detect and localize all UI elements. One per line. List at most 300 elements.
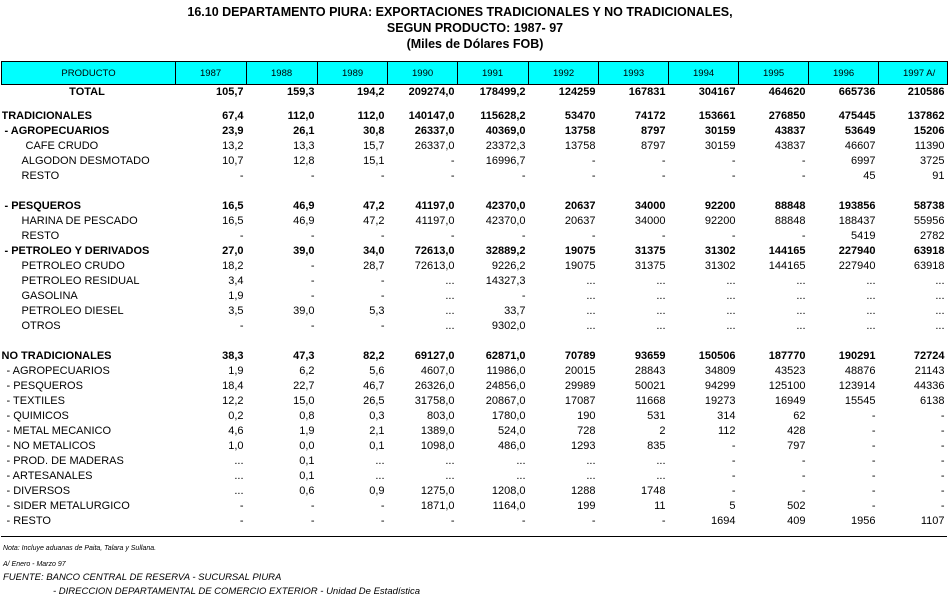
spacer-row bbox=[2, 334, 948, 349]
cell-value: 803,0 bbox=[426, 410, 455, 422]
header-year: 1991 bbox=[458, 62, 529, 85]
cell-value: 10,7 bbox=[222, 155, 244, 167]
cell-value: 27,0 bbox=[222, 245, 244, 257]
row-label: - RESTO bbox=[6, 515, 51, 527]
cell-value: ... bbox=[586, 320, 596, 332]
cell-value: 9302,0 bbox=[491, 320, 526, 332]
cell-value: 26337,0 bbox=[414, 125, 455, 137]
cell-value: 72613,0 bbox=[414, 260, 455, 272]
cell-value: 29989 bbox=[564, 380, 596, 392]
cell-value: ... bbox=[234, 470, 244, 482]
cell-value: 0,6 bbox=[299, 485, 315, 497]
cell-value: 0,0 bbox=[299, 440, 315, 452]
cell-value: 46,7 bbox=[363, 380, 385, 392]
cell-value: - bbox=[380, 515, 385, 527]
note-period: A/ Enero - Marzo 97 bbox=[3, 561, 66, 568]
cell-value: 46,9 bbox=[293, 200, 315, 212]
row-label: TOTAL bbox=[69, 86, 105, 98]
cell-value: - bbox=[450, 230, 455, 242]
cell-value: - bbox=[310, 260, 315, 272]
table-row bbox=[2, 439, 948, 454]
cell-value: 45 bbox=[863, 170, 876, 182]
cell-value: 193856 bbox=[838, 200, 876, 212]
header-year: 1989 bbox=[318, 62, 388, 85]
cell-value: 137862 bbox=[907, 110, 945, 122]
cell-value: 167831 bbox=[628, 86, 666, 98]
cell-value: 15206 bbox=[913, 125, 945, 137]
cell-value: - bbox=[380, 170, 385, 182]
header-row bbox=[2, 62, 948, 85]
row-label: - PESQUEROS bbox=[6, 380, 83, 392]
table-row bbox=[2, 139, 948, 154]
cell-value: - bbox=[731, 230, 736, 242]
cell-value: - bbox=[940, 470, 945, 482]
cell-value: 0,3 bbox=[369, 410, 385, 422]
cell-value: ... bbox=[866, 320, 876, 332]
row-label: OTROS bbox=[21, 320, 61, 332]
cell-value: 20637 bbox=[564, 200, 596, 212]
cell-value: 2782 bbox=[920, 230, 945, 242]
row-label: PETROLEO CRUDO bbox=[21, 260, 125, 272]
cell-value: 464620 bbox=[768, 86, 806, 98]
cell-value: 31375 bbox=[634, 260, 666, 272]
cell-value: 190291 bbox=[838, 350, 876, 362]
cell-value: 20015 bbox=[564, 365, 596, 377]
cell-value: 1,9 bbox=[228, 290, 244, 302]
row-label: NO TRADICIONALES bbox=[1, 350, 112, 362]
cell-value: 50021 bbox=[634, 380, 666, 392]
cell-value: ... bbox=[796, 305, 806, 317]
cell-value: 28843 bbox=[634, 365, 666, 377]
table-row bbox=[2, 289, 948, 304]
table-row bbox=[2, 469, 948, 484]
cell-value: 0,1 bbox=[369, 440, 385, 452]
cell-value: 9226,2 bbox=[491, 260, 526, 272]
cell-value: - bbox=[940, 485, 945, 497]
cell-value: 23372,3 bbox=[485, 140, 526, 152]
spacer-row bbox=[2, 100, 948, 109]
cell-value: 112 bbox=[717, 425, 736, 437]
cell-value: - bbox=[380, 290, 385, 302]
cell-value: 187770 bbox=[768, 350, 806, 362]
table-row bbox=[2, 229, 948, 244]
cell-value: 144165 bbox=[768, 245, 806, 257]
cell-value: ... bbox=[586, 455, 596, 467]
cell-value: 797 bbox=[787, 440, 806, 452]
cell-value: - bbox=[591, 155, 596, 167]
cell-value: 53470 bbox=[564, 110, 596, 122]
row-label: - DIVERSOS bbox=[6, 485, 71, 497]
row-label: TRADICIONALES bbox=[1, 110, 92, 122]
cell-value: 15,1 bbox=[363, 155, 385, 167]
cell-value: 55956 bbox=[913, 215, 945, 227]
cell-value: 1389,0 bbox=[420, 425, 455, 437]
cell-value: 30159 bbox=[704, 140, 736, 152]
header-year: 1990 bbox=[388, 62, 458, 85]
cell-value: - bbox=[871, 470, 876, 482]
cell-value: 30,8 bbox=[363, 125, 385, 137]
cell-value: 2,1 bbox=[369, 425, 385, 437]
cell-value: 40369,0 bbox=[485, 125, 526, 137]
row-label: RESTO bbox=[21, 170, 60, 182]
cell-value: 19075 bbox=[564, 245, 596, 257]
table-row bbox=[2, 409, 948, 424]
table-row bbox=[2, 379, 948, 394]
cell-value: - bbox=[380, 230, 385, 242]
row-label: RESTO bbox=[21, 230, 60, 242]
cell-value: 20637 bbox=[564, 215, 596, 227]
cell-value: ... bbox=[935, 275, 945, 287]
row-label: - PETROLEO Y DERIVADOS bbox=[4, 245, 150, 257]
cell-value: 19075 bbox=[564, 260, 596, 272]
cell-value: - bbox=[310, 500, 315, 512]
cell-value: 31758,0 bbox=[414, 395, 455, 407]
cell-value: 8797 bbox=[641, 125, 666, 137]
cell-value: ... bbox=[726, 305, 736, 317]
cell-value: 0,8 bbox=[299, 410, 315, 422]
row-label: - AGROPECUARIOS bbox=[4, 125, 110, 137]
table-row bbox=[2, 169, 948, 184]
cell-value: - bbox=[239, 230, 244, 242]
cell-value: 92200 bbox=[704, 200, 736, 212]
cell-value: - bbox=[731, 470, 736, 482]
cell-value: ... bbox=[586, 290, 596, 302]
row-label: - AGROPECUARIOS bbox=[6, 365, 110, 377]
cell-value: - bbox=[731, 485, 736, 497]
cell-value: 194,2 bbox=[356, 86, 385, 98]
table-row bbox=[2, 199, 948, 214]
cell-value: 3725 bbox=[920, 155, 945, 167]
cell-value: ... bbox=[726, 290, 736, 302]
cell-value: - bbox=[940, 455, 945, 467]
cell-value: - bbox=[731, 155, 736, 167]
cell-value: - bbox=[871, 455, 876, 467]
header-year: 1997 A/ bbox=[879, 62, 948, 85]
table-row bbox=[2, 109, 948, 124]
cell-value: 5419 bbox=[851, 230, 876, 242]
cell-value: ... bbox=[234, 485, 244, 497]
cell-value: 0,1 bbox=[299, 470, 315, 482]
cell-value: 33,7 bbox=[504, 305, 526, 317]
cell-value: 227940 bbox=[838, 260, 876, 272]
row-label: GASOLINA bbox=[21, 290, 78, 302]
cell-value: 53649 bbox=[844, 125, 876, 137]
cell-value: 28,7 bbox=[363, 260, 385, 272]
table-body bbox=[2, 85, 948, 530]
cell-value: 0,2 bbox=[228, 410, 244, 422]
table-row bbox=[2, 259, 948, 274]
cell-value: 190 bbox=[577, 410, 596, 422]
cell-value: 8797 bbox=[641, 140, 666, 152]
row-label: PETROLEO DIESEL bbox=[21, 305, 124, 317]
cell-value: ... bbox=[866, 305, 876, 317]
cell-value: 63918 bbox=[913, 260, 945, 272]
cell-value: 31375 bbox=[634, 245, 666, 257]
cell-value: ... bbox=[445, 275, 455, 287]
cell-value: 502 bbox=[787, 500, 806, 512]
cell-value: 0,1 bbox=[299, 455, 315, 467]
cell-value: 409 bbox=[787, 515, 806, 527]
cell-value: 304167 bbox=[698, 86, 736, 98]
header-year: 1992 bbox=[529, 62, 599, 85]
cell-value: - bbox=[871, 440, 876, 452]
cell-value: - bbox=[591, 170, 596, 182]
cell-value: 13758 bbox=[564, 140, 596, 152]
cell-value: 11986,0 bbox=[486, 365, 526, 377]
cell-value: 47,3 bbox=[293, 350, 315, 362]
cell-value: 74172 bbox=[634, 110, 666, 122]
cell-value: - bbox=[521, 230, 526, 242]
cell-value: 26326,0 bbox=[414, 380, 455, 392]
cell-value: 314 bbox=[717, 410, 736, 422]
cell-value: ... bbox=[935, 320, 945, 332]
header-product: PRODUCTO bbox=[2, 62, 176, 85]
cell-value: ... bbox=[866, 290, 876, 302]
cell-value: 531 bbox=[647, 410, 666, 422]
table-row bbox=[2, 364, 948, 379]
cell-value: 1,9 bbox=[299, 425, 315, 437]
cell-value: 24856,0 bbox=[485, 380, 526, 392]
cell-value: ... bbox=[445, 290, 455, 302]
cell-value: 26,1 bbox=[293, 125, 315, 137]
title-line-2: SEGUN PRODUCTO: 1987- 97 bbox=[386, 21, 564, 35]
cell-value: 91 bbox=[932, 170, 945, 182]
cell-value: 428 bbox=[787, 425, 806, 437]
cell-value: - bbox=[310, 290, 315, 302]
cell-value: 13758 bbox=[564, 125, 596, 137]
cell-value: ... bbox=[516, 455, 526, 467]
cell-value: ... bbox=[656, 320, 666, 332]
cell-value: 20867,0 bbox=[485, 395, 526, 407]
cell-value: 1208,0 bbox=[491, 485, 526, 497]
cell-value: 2 bbox=[659, 425, 666, 437]
cell-value: 38,3 bbox=[222, 350, 244, 362]
cell-value: - bbox=[801, 230, 806, 242]
cell-value: 1748 bbox=[641, 485, 666, 497]
cell-value: 665736 bbox=[838, 86, 876, 98]
cell-value: 5,6 bbox=[369, 365, 385, 377]
cell-value: - bbox=[521, 515, 526, 527]
cell-value: 48876 bbox=[844, 365, 876, 377]
cell-value: ... bbox=[656, 275, 666, 287]
cell-value: - bbox=[239, 515, 244, 527]
source-line-1: FUENTE: BANCO CENTRAL DE RESERVA - SUCURSAL PIURA bbox=[3, 572, 282, 583]
cell-value: 62 bbox=[793, 410, 806, 422]
cell-value: 39,0 bbox=[293, 305, 315, 317]
cell-value: 0,9 bbox=[369, 485, 385, 497]
row-label: - PROD. DE MADERAS bbox=[6, 455, 124, 467]
header-year: 1996 bbox=[809, 62, 879, 85]
cell-value: - bbox=[940, 410, 945, 422]
cell-value: 42370,0 bbox=[485, 215, 526, 227]
table-row bbox=[2, 454, 948, 469]
cell-value: 30159 bbox=[704, 125, 736, 137]
cell-value: ... bbox=[796, 320, 806, 332]
cell-value: 15,7 bbox=[363, 140, 385, 152]
cell-value: 23,9 bbox=[222, 125, 244, 137]
cell-value: 16949 bbox=[774, 395, 806, 407]
cell-value: 1871,0 bbox=[420, 500, 455, 512]
cell-value: 39,0 bbox=[293, 245, 315, 257]
cell-value: 16996,7 bbox=[485, 155, 526, 167]
cell-value: 227940 bbox=[838, 245, 876, 257]
table-row bbox=[2, 244, 948, 259]
cell-value: 159,3 bbox=[286, 86, 315, 98]
cell-value: - bbox=[801, 155, 806, 167]
cell-value: 153661 bbox=[698, 110, 736, 122]
cell-value: 144165 bbox=[768, 260, 806, 272]
note-coverage: Nota: Incluye aduanas de Paita, Talara y Sullana. bbox=[3, 545, 157, 552]
cell-value: - bbox=[591, 515, 596, 527]
cell-value: 93659 bbox=[634, 350, 666, 362]
cell-value: 46,9 bbox=[293, 215, 315, 227]
table-row bbox=[2, 214, 948, 229]
cell-value: - bbox=[310, 230, 315, 242]
exports-table bbox=[1, 61, 948, 529]
cell-value: 15545 bbox=[844, 395, 876, 407]
table-row bbox=[2, 85, 948, 101]
cell-value: 62871,0 bbox=[485, 350, 526, 362]
cell-value: 150506 bbox=[698, 350, 736, 362]
cell-value: 44336 bbox=[913, 380, 945, 392]
cell-value: - bbox=[801, 485, 806, 497]
cell-value: 47,2 bbox=[363, 215, 385, 227]
cell-value: - bbox=[310, 515, 315, 527]
cell-value: ... bbox=[656, 470, 666, 482]
cell-value: - bbox=[450, 155, 455, 167]
cell-value: ... bbox=[866, 275, 876, 287]
cell-value: ... bbox=[586, 470, 596, 482]
cell-value: - bbox=[380, 320, 385, 332]
row-label: HARINA DE PESCADO bbox=[21, 215, 138, 227]
cell-value: 209274,0 bbox=[408, 86, 455, 98]
cell-value: 47,2 bbox=[363, 200, 385, 212]
cell-value: 26337,0 bbox=[414, 140, 455, 152]
cell-value: 12,2 bbox=[222, 395, 244, 407]
cell-value: 178499,2 bbox=[479, 86, 526, 98]
cell-value: 19273 bbox=[704, 395, 736, 407]
cell-value: 88848 bbox=[774, 215, 806, 227]
cell-value: - bbox=[380, 500, 385, 512]
cell-value: 1,9 bbox=[228, 365, 244, 377]
cell-value: ... bbox=[234, 455, 244, 467]
source bbox=[3, 571, 420, 599]
cell-value: 486,0 bbox=[497, 440, 526, 452]
cell-value: 140147,0 bbox=[408, 110, 455, 122]
header-year: 1987 bbox=[176, 62, 247, 85]
cell-value: - bbox=[661, 230, 666, 242]
cell-value: ... bbox=[445, 470, 455, 482]
cell-value: 41197,0 bbox=[415, 200, 455, 212]
row-label: - QUIMICOS bbox=[6, 410, 69, 422]
cell-value: - bbox=[940, 440, 945, 452]
cell-value: 835 bbox=[647, 440, 666, 452]
cell-value: 1107 bbox=[920, 515, 945, 527]
cell-value: - bbox=[450, 515, 455, 527]
cell-value: 475445 bbox=[838, 110, 876, 122]
table-row bbox=[2, 274, 948, 289]
table-row bbox=[2, 319, 948, 334]
cell-value: 13,2 bbox=[222, 140, 244, 152]
table-row bbox=[2, 514, 948, 529]
cell-value: 6138 bbox=[920, 395, 945, 407]
cell-value: 16,5 bbox=[222, 200, 244, 212]
cell-value: - bbox=[380, 275, 385, 287]
cell-value: 18,2 bbox=[222, 260, 244, 272]
cell-value: 199 bbox=[577, 500, 596, 512]
cell-value: 43837 bbox=[774, 125, 806, 137]
cell-value: - bbox=[801, 170, 806, 182]
cell-value: 32889,2 bbox=[485, 245, 526, 257]
row-label: PETROLEO RESIDUAL bbox=[21, 275, 140, 287]
cell-value: - bbox=[591, 230, 596, 242]
cell-value: - bbox=[801, 470, 806, 482]
spacer-row bbox=[2, 184, 948, 199]
row-label: - NO METALICOS bbox=[6, 440, 96, 452]
cell-value: 123914 bbox=[838, 380, 876, 392]
cell-value: 1164,0 bbox=[492, 500, 526, 512]
cell-value: 43837 bbox=[774, 140, 806, 152]
cell-value: 1098,0 bbox=[420, 440, 455, 452]
cell-value: 14327,3 bbox=[485, 275, 526, 287]
cell-value: 1288 bbox=[571, 485, 596, 497]
cell-value: - bbox=[731, 455, 736, 467]
cell-value: - bbox=[871, 425, 876, 437]
cell-value: - bbox=[871, 410, 876, 422]
cell-value: 31302 bbox=[704, 245, 736, 257]
cell-value: ... bbox=[445, 305, 455, 317]
cell-value: - bbox=[871, 485, 876, 497]
header-year: 1988 bbox=[247, 62, 318, 85]
cell-value: 70789 bbox=[564, 350, 596, 362]
cell-value: 1694 bbox=[711, 515, 736, 527]
cell-value: ... bbox=[935, 290, 945, 302]
cell-value: 1,0 bbox=[228, 440, 244, 452]
cell-value: 69127,0 bbox=[414, 350, 455, 362]
cell-value: ... bbox=[445, 320, 455, 332]
cell-value: - bbox=[521, 290, 526, 302]
source-line-2: - DIRECCION DEPARTAMENTAL DE COMERCIO EXTERIOR - Unidad De Estadística bbox=[53, 586, 421, 597]
cell-value: 31302 bbox=[704, 260, 736, 272]
cell-value: ... bbox=[516, 470, 526, 482]
cell-value: 5 bbox=[729, 500, 736, 512]
cell-value: 6,2 bbox=[299, 365, 315, 377]
cell-value: 112,0 bbox=[357, 110, 385, 122]
spacer-cell bbox=[2, 100, 948, 109]
cell-value: ... bbox=[935, 305, 945, 317]
cell-value: ... bbox=[726, 320, 736, 332]
cell-value: ... bbox=[445, 455, 455, 467]
bottom-divider bbox=[1, 536, 947, 537]
cell-value: - bbox=[731, 440, 736, 452]
cell-value: 63918 bbox=[913, 245, 945, 257]
cell-value: 88848 bbox=[774, 200, 806, 212]
row-label: - TEXTILES bbox=[6, 395, 65, 407]
cell-value: 72724 bbox=[913, 350, 945, 362]
row-label: CAFE CRUDO bbox=[25, 140, 99, 152]
cell-value: 92200 bbox=[704, 215, 736, 227]
cell-value: ... bbox=[656, 305, 666, 317]
cell-value: - bbox=[661, 170, 666, 182]
cell-value: - bbox=[450, 170, 455, 182]
cell-value: 1956 bbox=[851, 515, 876, 527]
cell-value: - bbox=[310, 275, 315, 287]
cell-value: 94299 bbox=[704, 380, 736, 392]
cell-value: 276850 bbox=[768, 110, 806, 122]
cell-value: 3,5 bbox=[228, 305, 244, 317]
table-row bbox=[2, 424, 948, 439]
cell-value: - bbox=[940, 500, 945, 512]
